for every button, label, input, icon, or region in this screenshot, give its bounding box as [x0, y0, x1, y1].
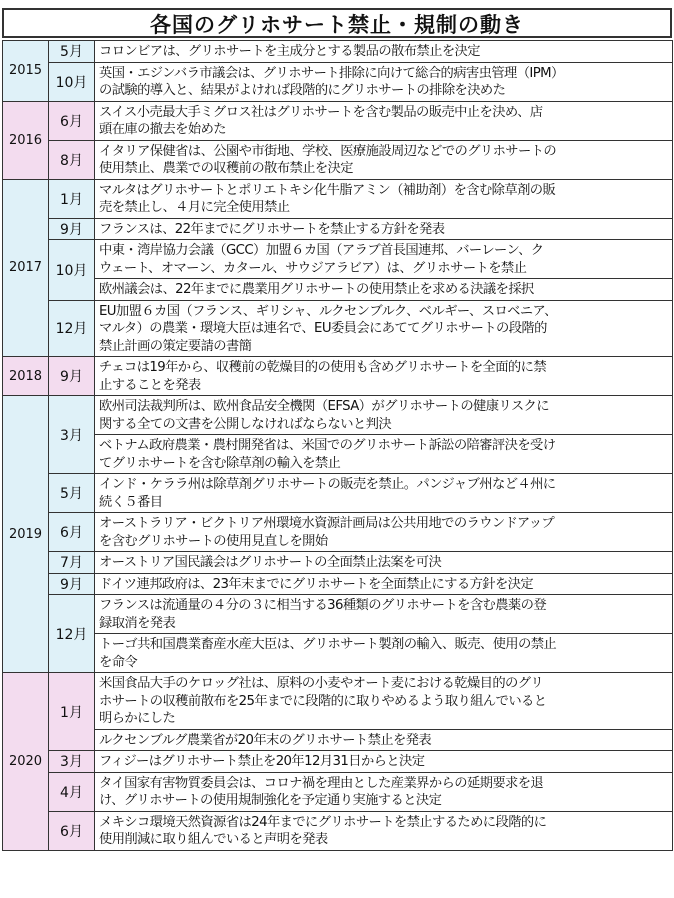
- event-cell: [95, 474, 673, 513]
- event-text-line: タイ国家有害物質委員会は、コロナ禍を理由とした産業界からの延期要求を退: [99, 775, 544, 791]
- table-row: [3, 552, 673, 574]
- event-cell: [95, 357, 673, 396]
- month-cell: 5月: [49, 474, 95, 513]
- table-row: [3, 218, 673, 240]
- event-text-line: フィジーはグリホサート禁止を20年12月31日からと決定: [99, 754, 425, 769]
- event-cell: [95, 673, 673, 730]
- table-row: [3, 772, 673, 811]
- event-text-line: 禁止計画の策定要請の書簡: [99, 338, 252, 354]
- event-text-line: 使用削減に取り組んでいると声明を発表: [99, 832, 328, 847]
- month-cell: 6月: [49, 101, 95, 140]
- event-text-line: トーゴ共和国農業畜産水産大臣は、グリホサート製剤の輸入、販売、使用の禁止: [99, 637, 557, 652]
- year-cell: 2020: [3, 673, 49, 851]
- event-text-line: 中東・湾岸協力会議（GCC）加盟６カ国（アラブ首長国連邦、バーレーン、ク: [99, 243, 544, 258]
- table-row: [3, 179, 673, 218]
- event-text-line: マルタはグリホサートとポリエトキシ化牛脂アミン（補助剤）を含む除草剤の販: [99, 182, 556, 198]
- table-row: [3, 396, 673, 435]
- event-text-line: EU加盟６カ国（フランス、ギリシャ、ルクセンブルク、ベルギー、スロベニア、: [99, 303, 557, 319]
- table-body: [3, 41, 673, 851]
- event-text-line: フランスは流通量の４分の３に相当する36種類のグリホサートを含む農薬の登: [99, 598, 547, 613]
- event-text-line: を命令: [99, 654, 138, 670]
- table-row: [3, 811, 673, 850]
- table-row: [3, 41, 673, 63]
- page-title: 各国のグリホサート禁止・規制の動き: [2, 8, 672, 38]
- event-text-line: 欧州議会は、22年までに農業用グリホサートの使用禁止を求める決議を採択: [99, 282, 534, 297]
- event-cell: [95, 811, 673, 850]
- event-text-line: を含むグリホサートの使用見直しを開始: [99, 533, 328, 549]
- month-cell: 9月: [49, 218, 95, 240]
- table-row: [3, 240, 673, 279]
- event-cell: [95, 435, 673, 474]
- event-text-line: ウェート、オマーン、カタール、サウジアラビア）は、グリホサートを禁止: [99, 260, 527, 276]
- event-cell: [95, 300, 673, 357]
- table-row: [3, 101, 673, 140]
- event-text-line: フランスは、22年までにグリホサートを禁止する方針を発表: [99, 221, 445, 237]
- event-text-line: 使用禁止、農業での収穫前の散布禁止を決定: [99, 161, 353, 176]
- month-cell: 1月: [49, 673, 95, 751]
- event-text-line: コロンビアは、グリホサートを主成分とする製品の散布禁止を決定: [99, 44, 480, 59]
- table-row: [3, 300, 673, 357]
- year-cell: 2018: [3, 357, 49, 396]
- month-cell: 6月: [49, 513, 95, 552]
- event-text-line: 英国・エジンバラ市議会は、グリホサート排除に向けて総合的病害虫管理（IPM）: [99, 65, 564, 81]
- table-row: [3, 595, 673, 634]
- month-cell: 7月: [49, 552, 95, 574]
- event-cell: [95, 595, 673, 634]
- table-row: [3, 673, 673, 730]
- year-cell: 2016: [3, 101, 49, 179]
- event-text-line: 売を禁止し、４月に完全使用禁止: [99, 200, 290, 215]
- month-cell: 10月: [49, 240, 95, 301]
- event-cell: [95, 573, 673, 595]
- event-text-line: てグリホサートを含む除草剤の輸入を禁止: [99, 455, 341, 471]
- event-text-line: オーストラリア・ビクトリア州環境水資源計画局は公共用地でのラウンドアップ: [99, 516, 555, 531]
- event-cell: [95, 41, 673, 63]
- event-text-line: 続く５番目: [99, 494, 163, 510]
- month-cell: 3月: [49, 751, 95, 773]
- event-cell: [95, 101, 673, 140]
- event-cell: [95, 634, 673, 673]
- month-cell: 9月: [49, 573, 95, 595]
- event-text-line: オーストリア国民議会はグリホサートの全面禁止法案を可決: [99, 555, 442, 570]
- table-row: [3, 62, 673, 101]
- event-text-line: 関する全ての文書を公開しなければならないと判決: [99, 416, 392, 432]
- month-cell: 6月: [49, 811, 95, 850]
- event-text-line: ドイツ連邦政府は、23年末までにグリホサートを全面禁止にする方針を決定: [99, 576, 534, 592]
- event-text-line: 米国食品大手のケロッグ社は、原料の小麦やオート麦における乾燥目的のグリ: [99, 676, 544, 691]
- event-text-line: 明らかにした: [99, 711, 176, 726]
- event-text-line: の試験的導入と、結果がよければ段階的にグリホサートの排除を決めた: [99, 83, 506, 98]
- table-row: [3, 751, 673, 773]
- month-cell: 8月: [49, 140, 95, 179]
- month-cell: 12月: [49, 300, 95, 357]
- month-cell: 3月: [49, 396, 95, 474]
- table-row: [3, 513, 673, 552]
- event-cell: [95, 552, 673, 574]
- event-cell: [95, 729, 673, 751]
- year-cell: 2015: [3, 41, 49, 102]
- table-row: [3, 474, 673, 513]
- event-text-line: け、グリホサートの使用規制強化を予定通り実施すると決定: [99, 793, 442, 808]
- month-cell: 12月: [49, 595, 95, 673]
- year-cell: 2019: [3, 396, 49, 673]
- event-text-line: イタリア保健省は、公園や市街地、学校、医療施設周辺などでのグリホサートの: [99, 143, 557, 159]
- regulation-table: [2, 40, 673, 851]
- month-cell: 9月: [49, 357, 95, 396]
- event-cell: [95, 140, 673, 179]
- month-cell: 5月: [49, 41, 95, 63]
- event-text-line: 止することを発表: [99, 377, 201, 393]
- event-text-line: ルクセンブルグ農業省が20年末のグリホサート禁止を発表: [99, 732, 432, 748]
- event-text-line: 頭在庫の撤去を始めた: [99, 122, 226, 137]
- event-text-line: ホサートの収穫前散布を25年までに段階的に取りやめるよう取り組んでいると: [99, 693, 547, 709]
- table-row: [3, 357, 673, 396]
- event-cell: [95, 240, 673, 279]
- table-row: [3, 435, 673, 474]
- event-cell: [95, 179, 673, 218]
- event-text-line: 欧州司法裁判所は、欧州食品安全機関（EFSA）がグリホサートの健康リスクに: [99, 399, 549, 414]
- event-text-line: チェコは19年から、収穫前の乾燥目的の使用も含めグリホサートを全面的に禁: [99, 360, 547, 375]
- table-row: [3, 573, 673, 595]
- table-row: [3, 634, 673, 673]
- event-cell: [95, 513, 673, 552]
- event-cell: [95, 772, 673, 811]
- event-text-line: マルタ）の農業・環境大臣は連名で、EU委員会にあててグリホサートの段階的: [99, 321, 547, 336]
- month-cell: 10月: [49, 62, 95, 101]
- table-row: [3, 279, 673, 301]
- table-row: [3, 729, 673, 751]
- event-text-line: ベトナム政府農業・農村開発省は、米国でのグリホサート訴訟の陪審評決を受け: [99, 438, 556, 453]
- event-text-line: インド・ケララ州は除草剤グリホサートの販売を禁止。パンジャブ州など４州に: [99, 477, 556, 492]
- event-text-line: 録取消を発表: [99, 615, 176, 631]
- month-cell: 1月: [49, 179, 95, 218]
- year-cell: 2017: [3, 179, 49, 357]
- page: [2, 8, 672, 851]
- table-row: [3, 140, 673, 179]
- event-text-line: スイス小売最大手ミグロス社はグリホサートを含む製品の販売中止を決め、店: [99, 104, 543, 120]
- event-cell: [95, 279, 673, 301]
- event-cell: [95, 751, 673, 773]
- event-text-line: メキシコ環境天然資源省は24年までにグリホサートを禁止するために段階的に: [99, 814, 547, 830]
- month-cell: 4月: [49, 772, 95, 811]
- event-cell: [95, 218, 673, 240]
- event-cell: [95, 62, 673, 101]
- event-cell: [95, 396, 673, 435]
